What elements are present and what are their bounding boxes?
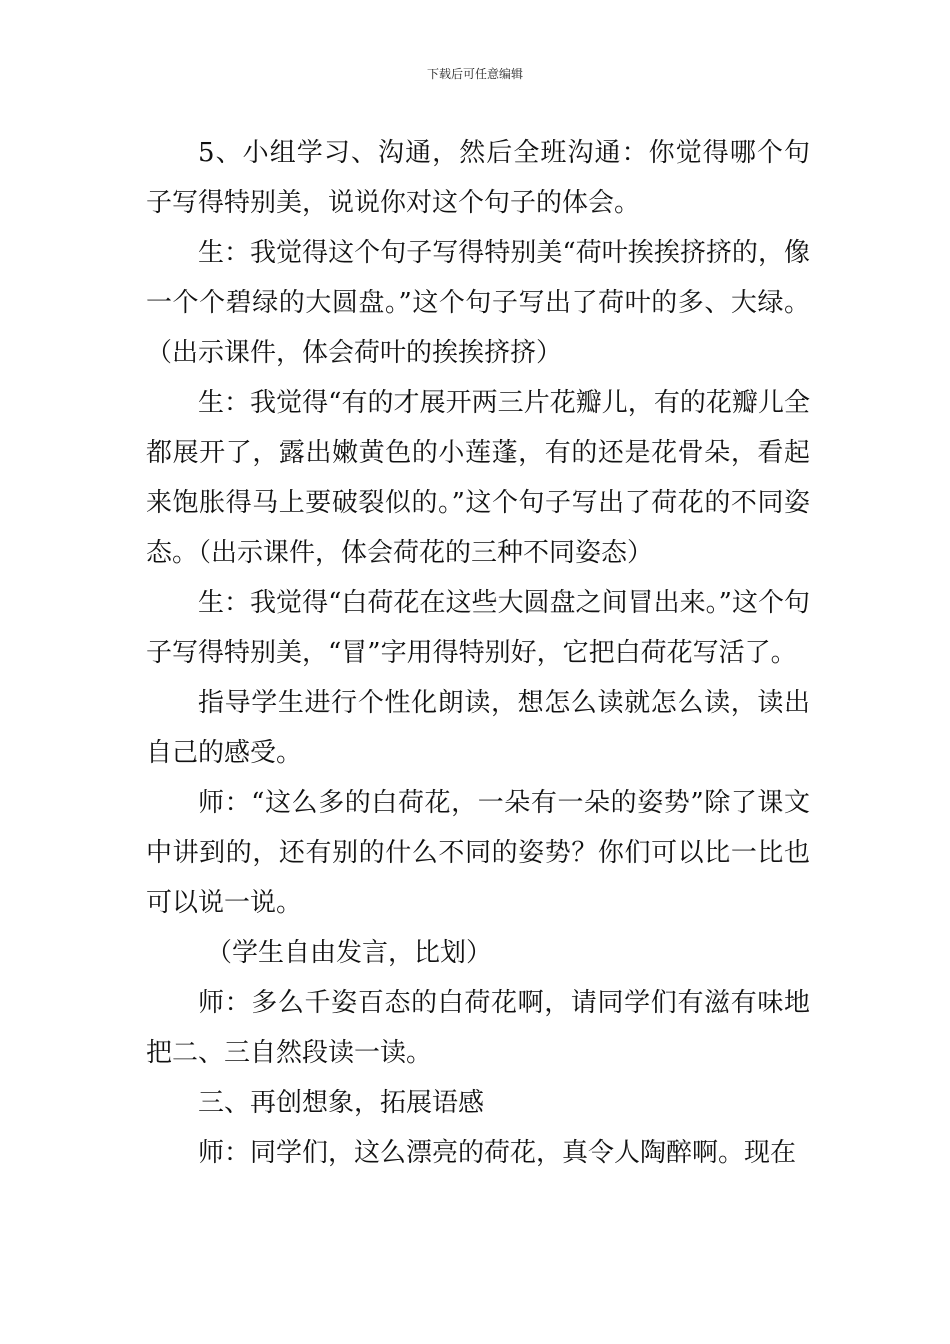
section-heading: 三、再创想象，拓展语感 — [198, 1088, 485, 1118]
paragraph: 5、小组学习、沟通，然后全班沟通：你觉得哪个句子写得特别美，说说你对这个句子的体会。 — [146, 138, 810, 218]
paragraph: 师：同学们，这么漂亮的荷花，真令人陶醉啊。现在 — [198, 1138, 797, 1168]
page-header: 下载后可任意编辑 — [426, 67, 523, 81]
paragraph: 生：我觉得“有的才展开两三片花瓣儿，有的花瓣儿全都展开了，露出嫩黄色的小莲蓬，有的还是花骨朵，看起来饱胀得马上要破裂似的。”这个句子写出了荷花的不同姿态。（出示课件，体会荷花的三种不同姿态） — [146, 388, 810, 568]
paragraph: 生：我觉得“白荷花在这些大圆盘之间冒出来。”这个句子写得特别美，“冒”字用得特别好，它把白荷花写活了。 — [146, 588, 810, 668]
document-body — [146, 128, 810, 1178]
paragraph: 师：“这么多的白荷花，一朵有一朵的姿势”除了课文中讲到的，还有别的什么不同的姿势？你们可以比一比也可以说一说。 — [146, 788, 810, 918]
paragraph: 生：我觉得这个句子写得特别美“荷叶挨挨挤挤的，像一个个碧绿的大圆盘。”这个句子写出了荷叶的多、大绿。（出示课件，体会荷叶的挨挨挤挤） — [146, 238, 810, 368]
paragraph: 指导学生进行个性化朗读，想怎么读就怎么读，读出自己的感受。 — [146, 688, 810, 768]
paragraph: （学生自由发言，比划） — [206, 938, 493, 968]
paragraph: 师：多么千姿百态的白荷花啊，请同学们有滋有味地把二、三自然段读一读。 — [146, 988, 810, 1068]
